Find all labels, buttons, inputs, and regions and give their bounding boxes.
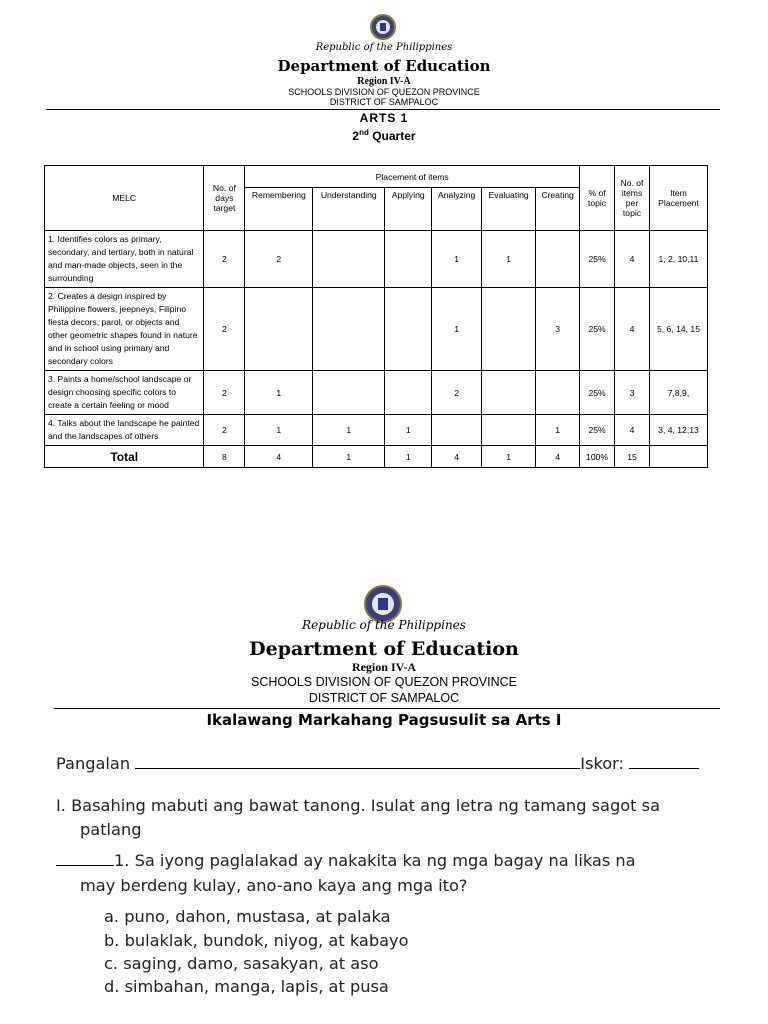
table-row [45, 415, 708, 446]
melc-cell: 4. Talks about the landscape he painted and the landscapes of others [45, 415, 204, 446]
region-label: Region IV-A [351, 660, 417, 674]
level-cell: 1 [432, 231, 482, 288]
level-cell [385, 231, 432, 288]
question-1 [56, 851, 636, 870]
melc-cell: 3. Paints a home/school landscape or design choosing specific colors to create a certain feeling or mood [45, 371, 204, 415]
republic-label: Republic of the Philippines [315, 42, 453, 53]
melc-cell: 2. Creates a design inspired by Philippine flowers, jeepneys, Filipino fiesta decors, parol, or objects and other geometric shapes found in nature and in school using primary and secondary colors [45, 288, 204, 371]
level-cell: 1 [313, 415, 385, 446]
days-cell: 2 [204, 415, 245, 446]
header-melc: MELC [45, 166, 204, 231]
header-applying: Applying [385, 188, 432, 231]
level-cell: 1 [432, 288, 482, 371]
header-placement: Placement of items [245, 166, 580, 188]
instruction-line1: I. Basahing mabuti ang bawat tanong. Isulat ang letra ng tamang sagot sa [56, 796, 660, 815]
total-level: 4 [432, 446, 482, 468]
quarter-number: 2 [352, 129, 360, 143]
items-cell: 4 [615, 231, 650, 288]
level-cell [245, 288, 313, 371]
header-remembering: Remembering [245, 188, 313, 231]
header-items: No. of items per topic [615, 166, 650, 231]
level-cell: 1 [245, 371, 313, 415]
level-cell [536, 231, 580, 288]
division-label: SCHOOLS DIVISION OF QUEZON PROVINCE [288, 87, 480, 97]
days-cell: 2 [204, 288, 245, 371]
level-cell [385, 288, 432, 371]
total-label: Total [45, 446, 204, 468]
melc-cell: 1. Identifies colors as primary, secondary, and tertiary, both in natural and man-made objects, seen in the surrounding [45, 231, 204, 288]
choice-a: a. puno, dahon, mustasa, at palaka [104, 907, 391, 926]
level-cell: 2 [245, 231, 313, 288]
score-label: Iskor: [580, 754, 624, 773]
level-cell [313, 371, 385, 415]
total-row [45, 446, 708, 468]
question-1-line1: 1. Sa iyong paglalakad ay nakakita ka ng mga bagay na likas na [114, 851, 636, 870]
total-level: 1 [385, 446, 432, 468]
header-divider [46, 109, 720, 110]
region-label: Region IV-A [357, 76, 411, 87]
department-title: Department of Education [277, 57, 491, 75]
choice-d: d. simbahan, manga, lapis, at pusa [104, 977, 389, 996]
level-cell [482, 288, 536, 371]
score-field[interactable] [629, 768, 699, 769]
choice-b: b. bulaklak, bundok, niyog, at kabayo [104, 931, 409, 950]
table-row [45, 231, 708, 288]
total-level: 1 [482, 446, 536, 468]
items-cell: 3 [615, 371, 650, 415]
question-1-line2: may berdeng kulay, ano-ano kaya ang mga ito? [80, 876, 468, 895]
level-cell [432, 415, 482, 446]
level-cell [313, 231, 385, 288]
items-cell: 4 [615, 288, 650, 371]
level-cell [385, 371, 432, 415]
percent-cell: 25% [580, 288, 615, 371]
days-cell: 2 [204, 371, 245, 415]
subject-label: ARTS 1 [359, 111, 409, 125]
header-evaluating: Evaluating [482, 188, 536, 231]
header-understanding: Understanding [313, 188, 385, 231]
header-creating: Creating [536, 188, 580, 231]
district-label: DISTRICT OF SAMPALOC [329, 97, 439, 107]
items-cell: 4 [615, 415, 650, 446]
republic-label: Republic of the Philippines [302, 618, 466, 632]
total-days: 8 [204, 446, 245, 468]
quarter-word: Quarter [372, 129, 416, 143]
instruction-line2: patlang [80, 820, 142, 839]
name-score-line [56, 754, 716, 773]
level-cell: 1 [245, 415, 313, 446]
level-cell [536, 371, 580, 415]
district-label: DISTRICT OF SAMPALOC [308, 691, 460, 705]
level-cell: 1 [536, 415, 580, 446]
total-level: 4 [245, 446, 313, 468]
department-title: Department of Education [249, 638, 519, 660]
placement-cell: 1, 2, 10,11 [649, 231, 707, 288]
level-cell: 2 [432, 371, 482, 415]
percent-cell: 25% [580, 371, 615, 415]
division-label: SCHOOLS DIVISION OF QUEZON PROVINCE [250, 675, 517, 689]
placement-cell: 7,8,9, [649, 371, 707, 415]
header-item-placement: Item Placement [649, 166, 707, 231]
total-items: 15 [615, 446, 650, 468]
level-cell: 1 [482, 231, 536, 288]
level-cell [482, 371, 536, 415]
level-cell: 3 [536, 288, 580, 371]
level-cell: 1 [385, 415, 432, 446]
table-of-specifications [44, 165, 708, 468]
total-level: 4 [536, 446, 580, 468]
percent-cell: 25% [580, 231, 615, 288]
level-cell [482, 415, 536, 446]
placement-cell: 5, 6, 14, 15 [649, 288, 707, 371]
name-field[interactable] [135, 768, 580, 769]
placement-cell: 3, 4, 12,13 [649, 415, 707, 446]
name-label: Pangalan [56, 754, 131, 773]
table-row [45, 371, 708, 415]
days-cell: 2 [204, 231, 245, 288]
deped-seal [370, 14, 396, 40]
choice-c: c. saging, damo, sasakyan, at aso [104, 954, 379, 973]
header-analyzing: Analyzing [432, 188, 482, 231]
total-level: 1 [313, 446, 385, 468]
table-row [45, 288, 708, 371]
quarter-suffix: nd [359, 128, 369, 137]
quarter-label [0, 128, 768, 143]
header-days: No. of days target [204, 166, 245, 231]
percent-cell: 25% [580, 415, 615, 446]
total-placement [649, 446, 707, 468]
header-percent: % of topic [580, 166, 615, 231]
level-cell [313, 288, 385, 371]
answer-blank[interactable] [56, 865, 114, 866]
exam-title: Ikalawang Markahang Pagsusulit sa Arts I [206, 711, 562, 729]
total-percent: 100% [580, 446, 615, 468]
header-divider [54, 708, 720, 709]
